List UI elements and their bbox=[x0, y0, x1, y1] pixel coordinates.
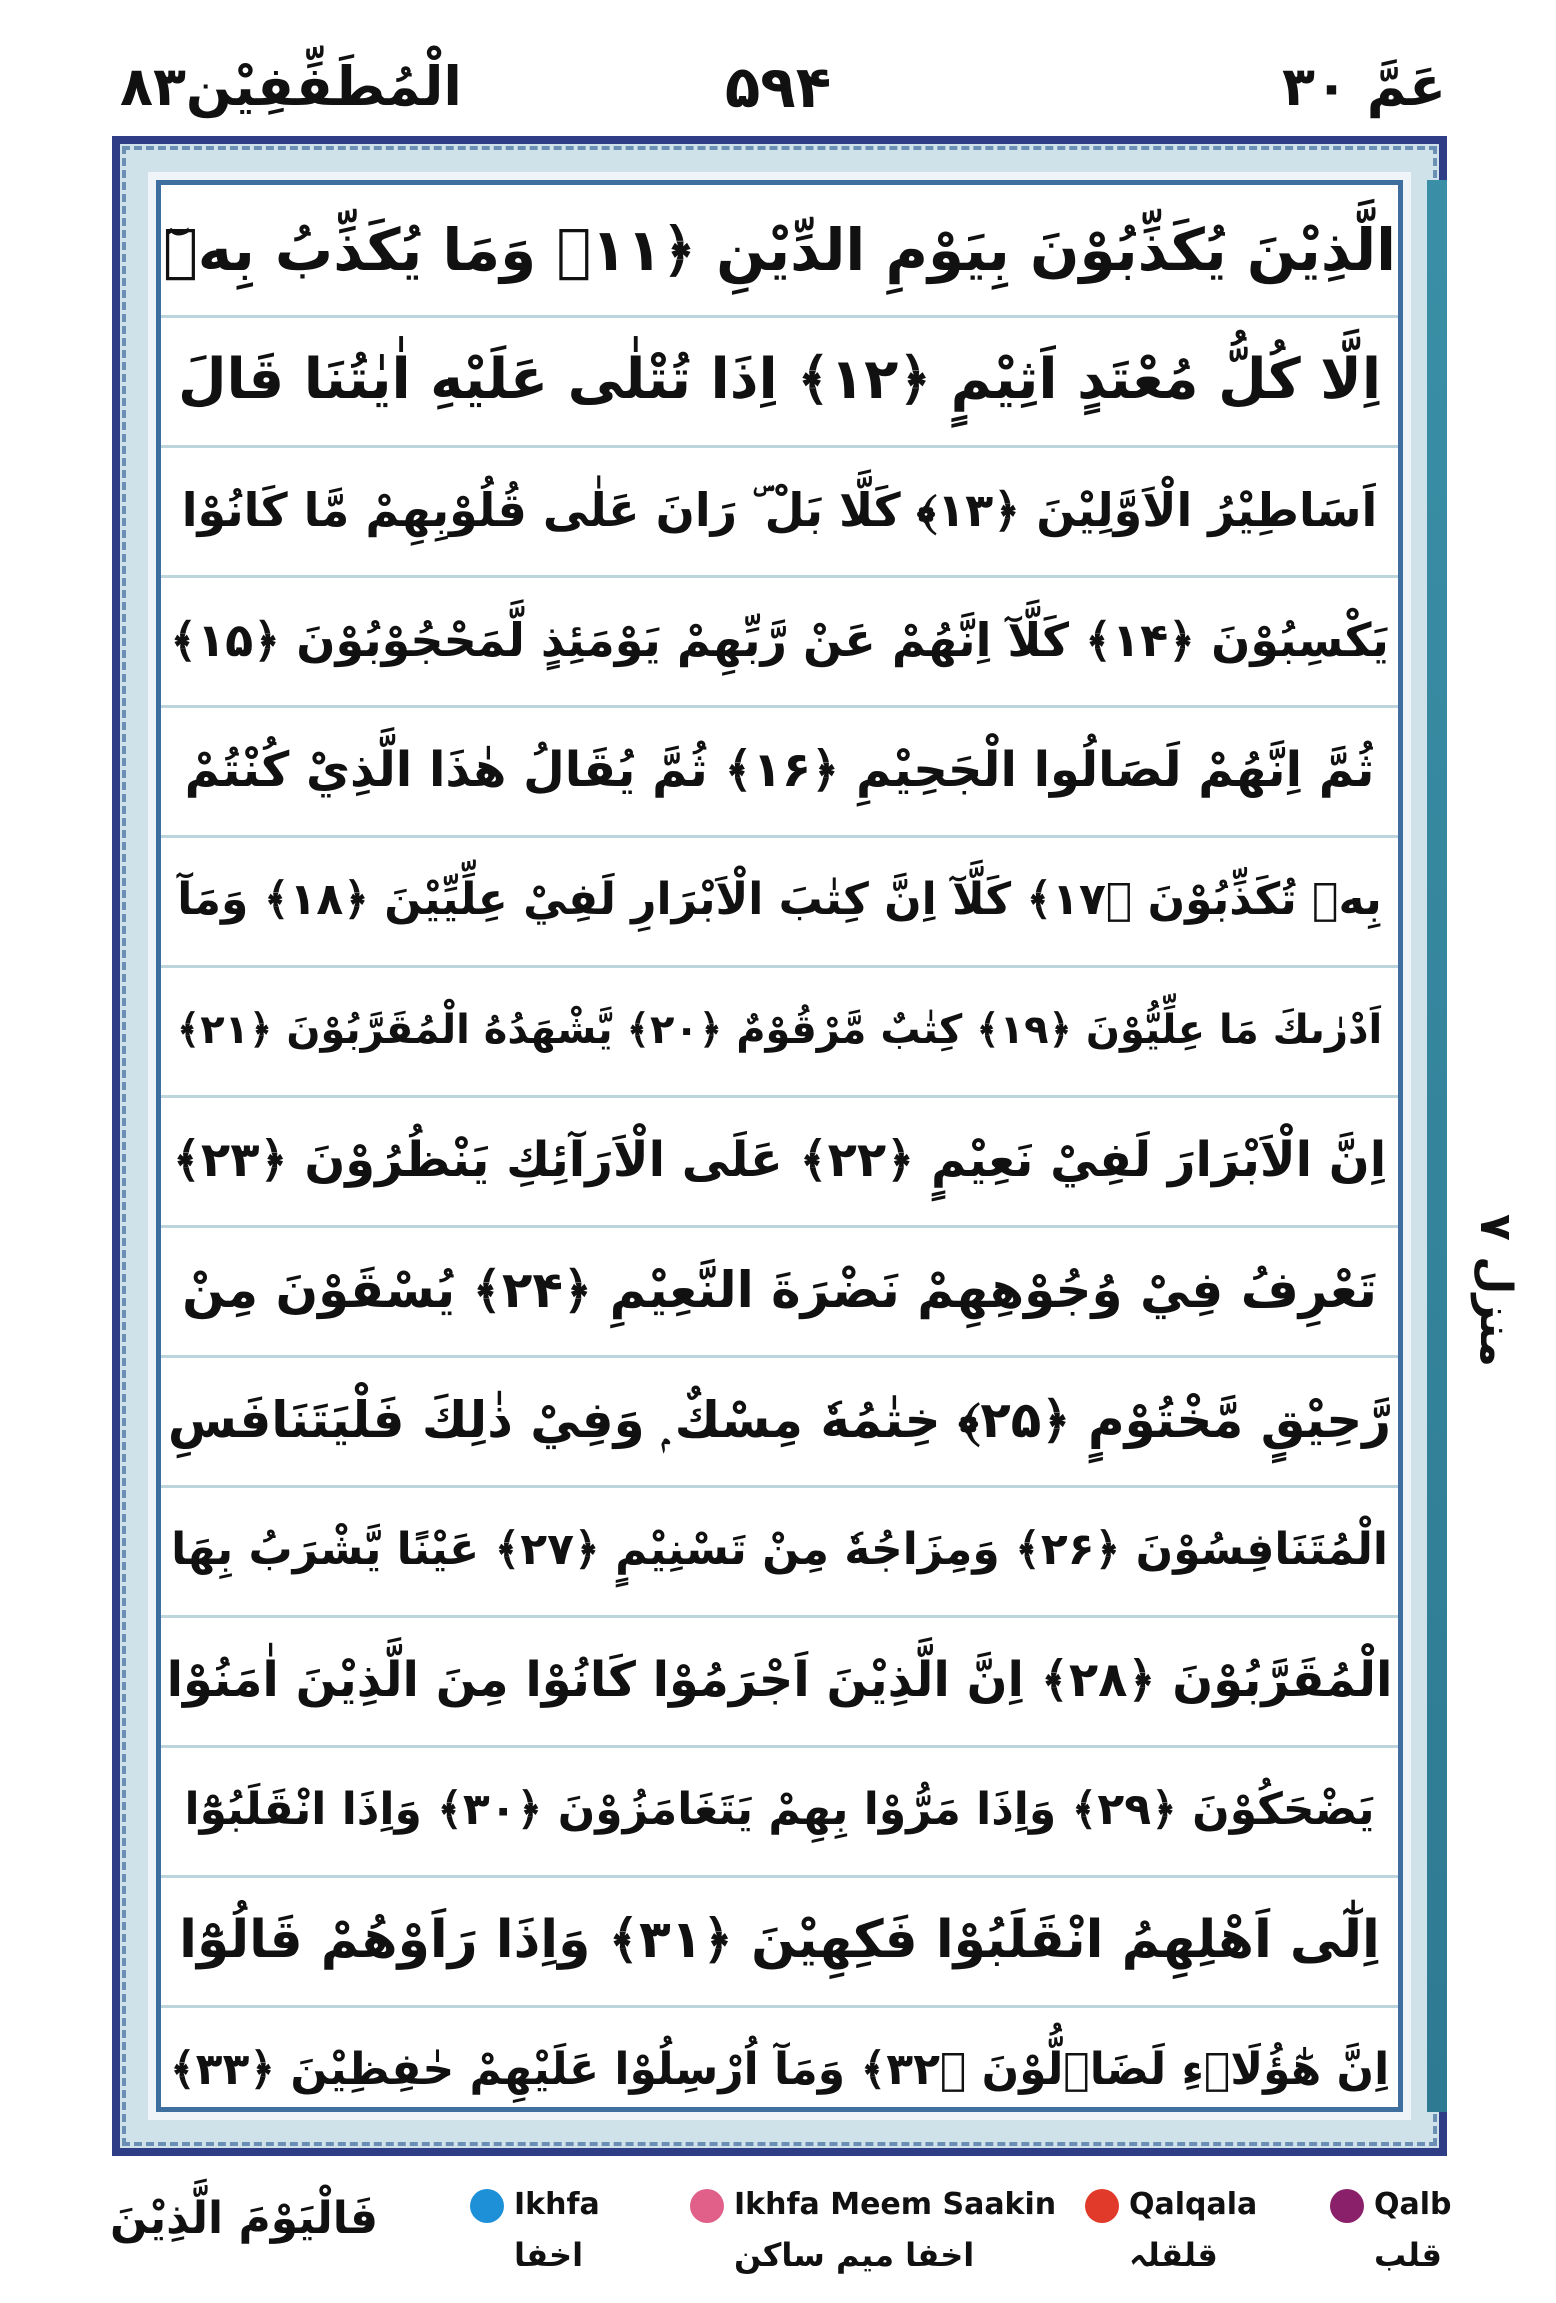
legend-label-ur: قلب bbox=[1374, 2236, 1442, 2274]
legend-label-en: Qalb bbox=[1374, 2187, 1452, 2222]
legend-label-en: Ikhfa bbox=[514, 2187, 600, 2222]
verse-line-15: اِنَّ هٰٓؤُلَاۗءِ لَضَاۗلُّوْنَ ﴿۳۲﴾ وَمَآ اُرْسِلُوْا عَلَيْهِمْ حٰفِظِيْنَ ﴿۳۳﴾ bbox=[169, 2044, 1390, 2095]
verse-line-8: اِنَّ الْاَبْرَارَ لَفِيْ نَعِيْمٍ ﴿۲۲﴾ عَلَى الْاَرَآئِكِ يَنْظُرُوْنَ ﴿۲۳﴾ bbox=[161, 1095, 1398, 1228]
page-number: ۵۹۴ bbox=[724, 53, 832, 121]
border-accent bbox=[1427, 180, 1447, 2112]
ikhfa-color-dot bbox=[470, 2189, 504, 2223]
verse-line-14: اِلٰٓى اَهْلِهِمُ انْقَلَبُوْا فَكِهِيْنَ ﴿۳۱﴾ وَاِذَا رَاَوْهُمْ قَالُوْٓا bbox=[161, 1875, 1398, 2008]
verse-line-5: ثُمَّ اِنَّهُمْ لَصَالُوا الْجَحِيْمِ ﴿۱۶﴾ ثُمَّ يُقَالُ هٰذَا الَّذِيْ كُنْتُمْ bbox=[161, 705, 1398, 838]
verse-line-12: الْمُقَرَّبُوْنَ ﴿۲۸﴾ اِنَّ الَّذِيْنَ اَجْرَمُوْا كَانُوْا مِنَ الَّذِيْنَ اٰمَنُوْا bbox=[161, 1615, 1398, 1748]
legend-label-ur: اخفا میم ساکن bbox=[734, 2236, 975, 2274]
page-header bbox=[0, 0, 1556, 140]
qalb-color-dot bbox=[1330, 2189, 1364, 2223]
verse-line-11: الْمُتَنَافِسُوْنَ ﴿۲۶﴾ وَمِزَاجُهٗ مِنْ تَسْنِيْمٍ ﴿۲۷﴾ عَيْنًا يَّشْرَبُ بِهَا bbox=[161, 1485, 1398, 1618]
manzil-marker: منزل ۷ bbox=[1470, 1213, 1521, 1367]
verse-line-10: رَّحِيْقٍ مَّخْتُوْمٍ ﴿۲۵﴾ خِتٰمُهٗ مِسْكٌ ۭ وَفِيْ ذٰلِكَ فَلْيَتَنَافَسِ bbox=[161, 1355, 1398, 1488]
legend-label-en: Qalqala bbox=[1129, 2187, 1258, 2222]
verse-line-4: يَكْسِبُوْنَ ﴿۱۴﴾ كَلَّآ اِنَّهُمْ عَنْ رَّبِّهِمْ يَوْمَئِذٍ لَّمَحْجُوْبُوْنَ ﴿۱۵﴾ bbox=[161, 575, 1398, 708]
legend-label-ur: اخفا bbox=[514, 2236, 584, 2274]
text-panel bbox=[156, 180, 1403, 2112]
qalqala-color-dot bbox=[1085, 2189, 1119, 2223]
surah-name: الْمُطَفِّفِيْن۸۳ bbox=[120, 55, 462, 118]
legend-label-en: Ikhfa Meem Saakin bbox=[734, 2187, 1057, 2222]
verse-line-3: اَسَاطِيْرُ الْاَوَّلِيْنَ ﴿۱۳﴾ كَلَّا بَلْ ۜ رَانَ عَلٰى قُلُوْبِهِمْ مَّا كَانُوْا bbox=[161, 445, 1398, 578]
verse-line-9: تَعْرِفُ فِيْ وُجُوْهِهِمْ نَضْرَةَ النَّعِيْمِ ﴿۲۴﴾ يُسْقَوْنَ مِنْ bbox=[161, 1225, 1398, 1358]
verse-lines bbox=[161, 185, 1398, 2107]
catchword: فَالْيَوْمَ الَّذِيْنَ bbox=[110, 2193, 379, 2244]
verse-line-6: بِهٖ تُكَذِّبُوْنَ ﴿۱۷﴾ كَلَّآ اِنَّ كِتٰبَ الْاَبْرَارِ لَفِيْ عِلِّيِّيْنَ ﴿۱۸﴾ وَمَآ bbox=[161, 835, 1398, 968]
verse-line-1: الَّذِيْنَ يُكَذِّبُوْنَ بِيَوْمِ الدِّيْنِ ﴿۱۱﴾ وَمَا يُكَذِّبُ بِهٖٓ bbox=[161, 185, 1398, 318]
legend-label-ur: قلقلہ bbox=[1129, 2236, 1218, 2274]
verse-line-13: يَضْحَكُوْنَ ﴿۲۹﴾ وَاِذَا مَرُّوْا بِهِمْ يَتَغَامَزُوْنَ ﴿۳۰﴾ وَاِذَا انْقَلَبُوْٓا bbox=[161, 1745, 1398, 1878]
page-footer bbox=[0, 2165, 1556, 2303]
page-frame bbox=[112, 136, 1447, 2156]
juz-name: عَمَّ ۳۰ bbox=[1282, 55, 1446, 118]
verse-line-7: اَدْرٰىكَ مَا عِلِّيُّوْنَ ﴿۱۹﴾ كِتٰبٌ مَّرْقُوْمٌ ﴿۲۰﴾ يَّشْهَدُهُ الْمُقَرَّبُوْنَ ﴿۲۱﴾ bbox=[161, 965, 1398, 1098]
ikhfa-meem-color-dot bbox=[690, 2189, 724, 2223]
verse-line-2: اِلَّا كُلُّ مُعْتَدٍ اَثِيْمٍ ﴿۱۲﴾ اِذَا تُتْلٰى عَلَيْهِ اٰيٰتُنَا قَالَ bbox=[161, 315, 1398, 448]
